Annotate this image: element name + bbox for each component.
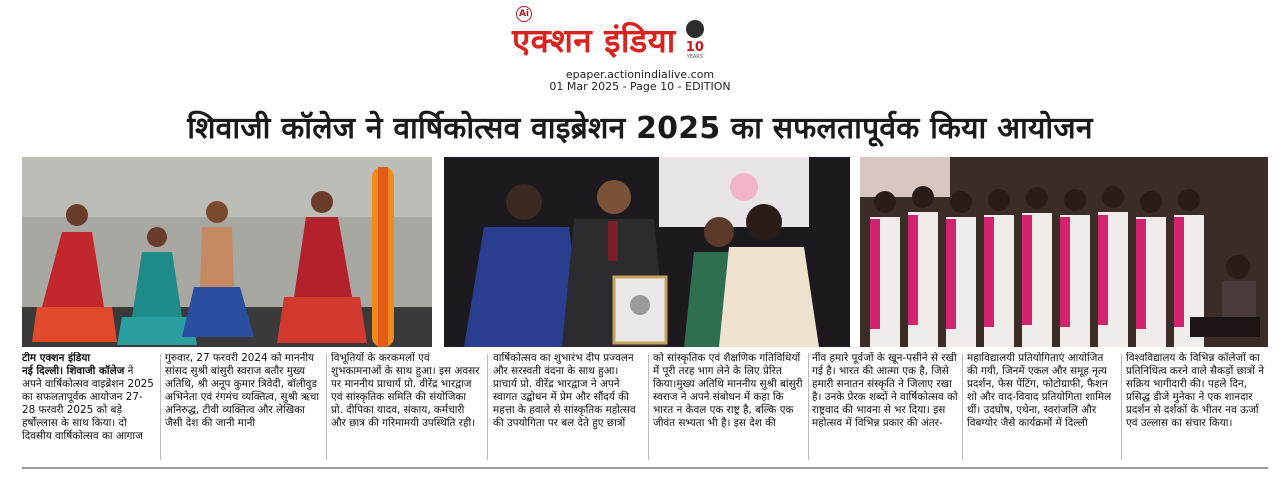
column-text: विश्वविद्यालय के विभिन्न कॉलेजों का प्रतिनिधित्व करने वाले सैकड़ों छात्रों ने सक्रिय भागीदारी की। पहले दिन, प्रसिद्ध डीजे मुनेका ने एक शानदार प्रदर्शन से दर्शकों के भीतर नव ऊर्जा एवं उल्लास का संचार किया। [1126, 352, 1265, 429]
photo-felicitation [444, 157, 850, 347]
anniversary-badge [680, 18, 710, 62]
dance-photo-illustration [22, 157, 432, 347]
article-body [0, 352, 1280, 468]
edition-line: 01 Mar 2025 - Page 10 - EDITION [549, 80, 731, 93]
article-column-1 [22, 352, 154, 464]
column-text: नींव हमारे पूर्वजों के खून-पसीने से रखी गई है। भारत की आत्मा एक है, जिसे हमारी सनातन संस्कृति ने जिलाए रखा है। उनके प्रेरक शब्दों ने वार्षिकोत्सव को राष्ट्रवाद की भावना से भर दिया। इस महोत्सव में विभिन्न प्रकार की अंतर- [812, 352, 958, 429]
column-divider [487, 354, 488, 460]
site-url[interactable]: epaper.actionindialive.com [565, 68, 715, 81]
article-column-2 [165, 352, 322, 464]
felicitation-photo-illustration [444, 157, 850, 347]
article-column-4 [493, 352, 643, 464]
column-divider [326, 354, 327, 460]
column-divider [962, 354, 963, 460]
column-divider [1121, 354, 1122, 460]
article-column-6 [812, 352, 958, 464]
article-column-3 [331, 352, 481, 464]
column-divider [160, 354, 161, 460]
column-divider [808, 354, 809, 460]
group-photo-illustration [860, 157, 1268, 347]
portrait-icon [686, 20, 704, 38]
column-divider [648, 354, 649, 460]
article-column-7 [967, 352, 1117, 464]
column-text: महाविद्यालयी प्रतियोगिताएं आयोजित की गयी, जिनमें एकल और समूह नृत्य प्रदर्शन, फेस पेंटिंग, फोटोग्राफी, फैशन शो और वाद-विवाद प्रतियोगिता शामिल थीं। उदघोष, एथेना, स्वरांजलि और विबग्योर जैसे कार्यक्रमों में दिल्ली [967, 352, 1112, 429]
badge-sub: YEARS [686, 54, 703, 60]
newspaper-logo[interactable] [512, 4, 710, 62]
logo-wordmark: एक्शन इंडिया [512, 21, 676, 60]
dateline: नई दिल्ली। शिवाजी कॉलेज [22, 365, 125, 377]
photo-group-performance [860, 157, 1268, 347]
bottom-rule [22, 467, 1268, 469]
byline-team: टीम एक्शन इंडिया [22, 352, 91, 364]
badge-years: 10 [685, 40, 704, 55]
column-text: विभूतियों के करकमलों एवं शुभकामनाओं के साथ हुआ। इस अवसर पर माननीय प्राचार्य प्रो. वीरेंद्र भारद्वाज एवं सांस्कृतिक समिति की संयोजिका प्रो. दीपिका यादव, संकाय, कर्मचारी और छात्र की गरिमामयी उपस्थिति रही। [331, 352, 480, 429]
column-text: गुरुवार, 27 फरवरी 2024 को माननीय सांसद सुश्री बांसुरी स्वराज बतौर मुख्य अतिथि, श्री अनूप कुमार त्रिवेदी, बॉलीवुड अभिनेता एवं रंगमंच व्यक्तित्व, सुश्री ऋचा अनिरुद्ध, टीवी व्यक्तित्व और लेखिका जैसी देश की जानी मानी [165, 352, 320, 429]
photo-dance-performance [22, 157, 432, 347]
article-column-5 [653, 352, 803, 464]
column-text: को सांस्कृतिक एवं शैक्षणिक गतिविधियों में पूरी तरह भाग लेने के लिए प्रेरित किया।मुख्य अतिथि माननीय सुश्री बांसुरी स्वराज ने अपने संबोधन में कहा कि भारत न केवल एक राष्ट्र है, बल्कि एक जीवंत सभ्यता भी है। इस देश की [653, 352, 803, 429]
masthead [0, 0, 1280, 100]
article-headline: शिवाजी कॉलेज ने वार्षिकोत्सव वाइब्रेशन 2025 का सफलतापूर्वक किया आयोजन [187, 111, 1093, 146]
column-text: वार्षिकोत्सव का शुभारंभ दीप प्रज्वलन और सरस्वती वंदना के साथ हुआ। प्राचार्य प्रो. वीरेंद्र भारद्वाज ने अपने स्वागत उद्बोधन में प्रेम और सौंदर्य की महत्ता के हवाले से सांस्कृतिक महोत्सव की उपयोगिता पर बल देते हुए छात्रों [493, 352, 636, 429]
column-text: ने अपने वार्षिकोत्सव वाइब्रेशन 2025 का सफलतापूर्वक आयोजन 27-28 फरवरी 2025 को बड़े हर्षोल्लास के साथ किया। दो दिवसीय वार्षिकोत्सव का आगाज [22, 365, 154, 442]
logo-mark: Ai [516, 6, 532, 22]
article-column-8 [1126, 352, 1268, 464]
